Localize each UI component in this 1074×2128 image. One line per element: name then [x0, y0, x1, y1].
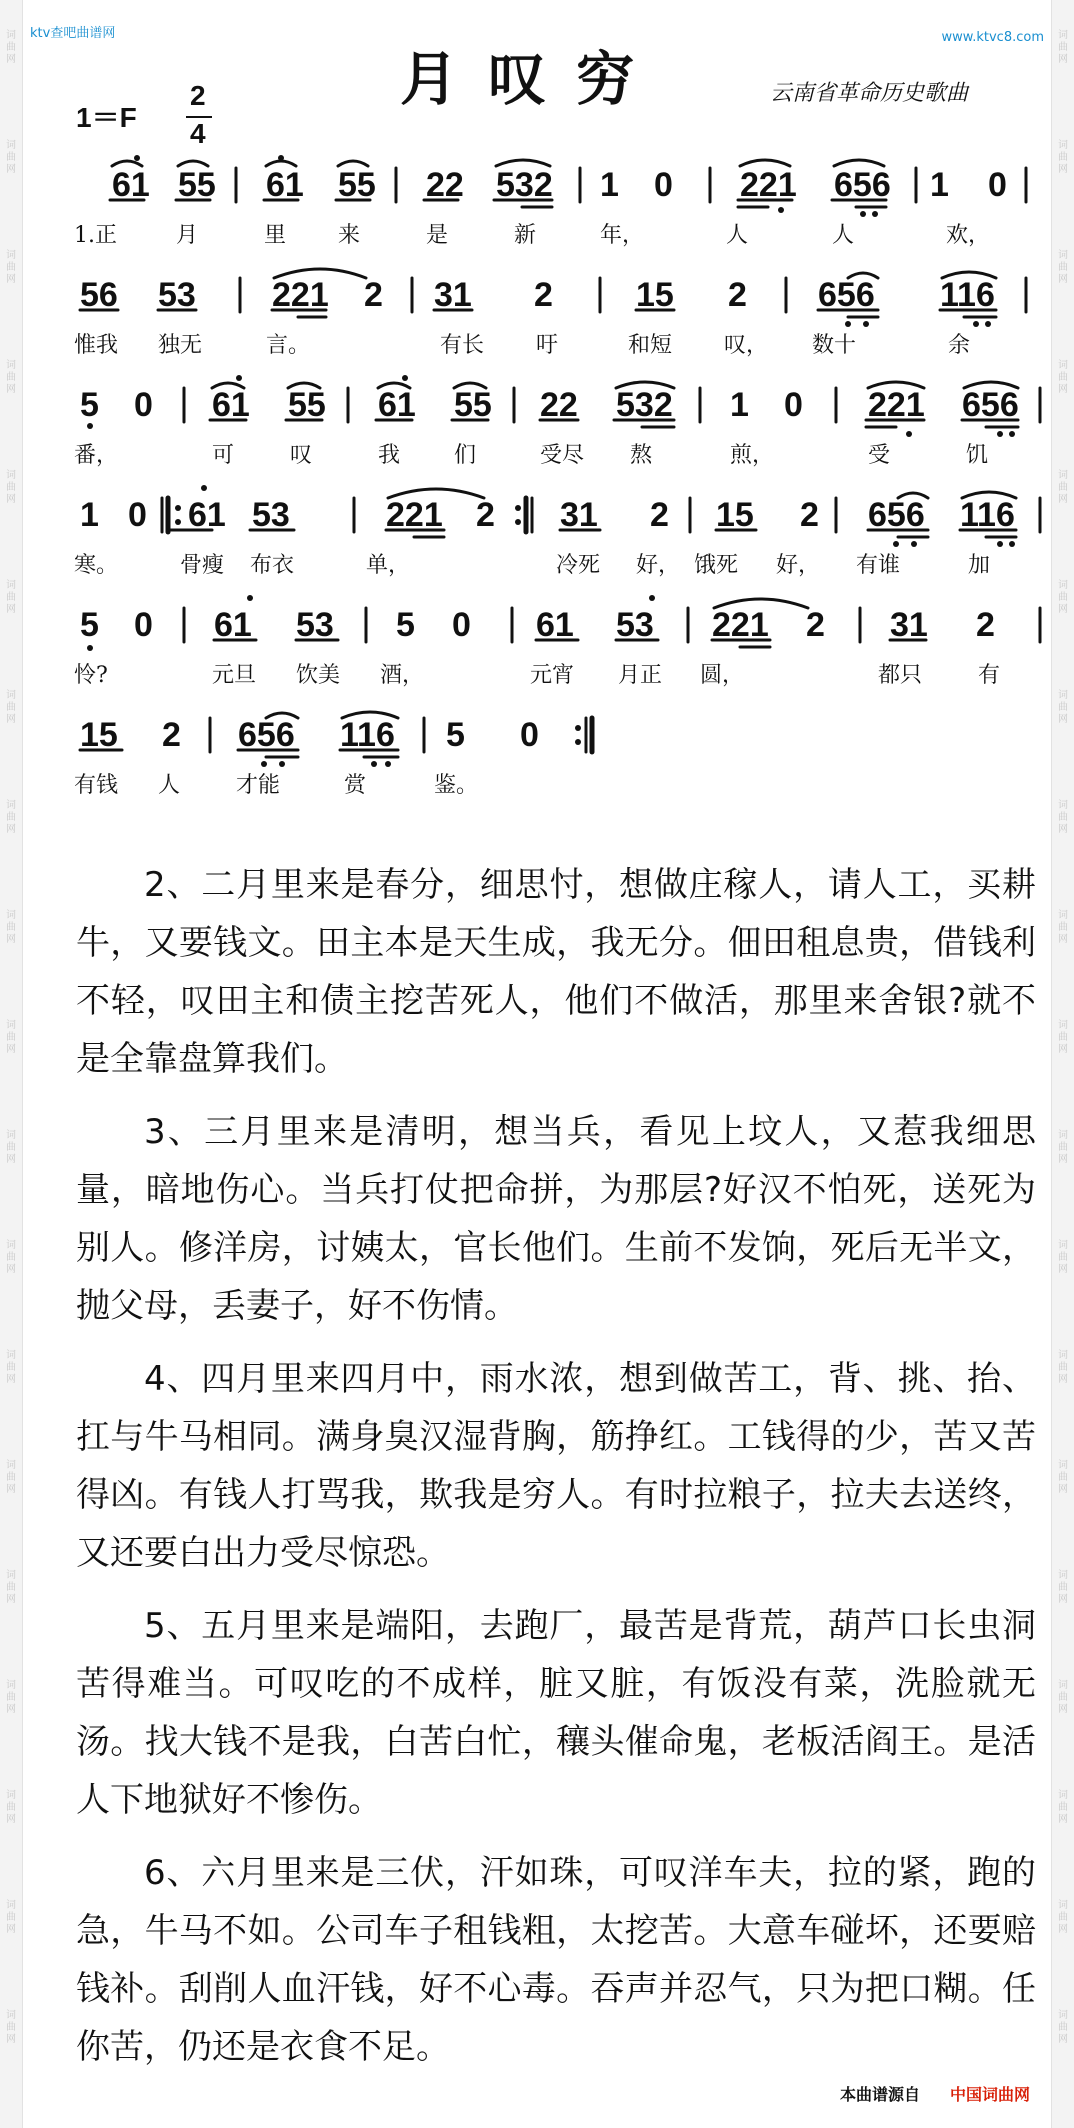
svg-text:61: 61 — [378, 386, 416, 424]
svg-text:31: 31 — [890, 606, 928, 644]
svg-text:55: 55 — [454, 386, 492, 424]
side-watermark-text: 词 曲 网 — [6, 1570, 16, 1605]
svg-text:2: 2 — [364, 276, 383, 314]
side-watermark-text: 词 曲 网 — [6, 1790, 16, 1825]
svg-text:61: 61 — [112, 166, 150, 204]
svg-text:31: 31 — [434, 276, 472, 314]
side-watermark-text: 词 曲 网 — [6, 1240, 16, 1275]
svg-text:2: 2 — [800, 496, 819, 534]
svg-text:55: 55 — [288, 386, 326, 424]
time-signature-bottom: 4 — [190, 118, 206, 149]
lyric-syllable: 和短 — [628, 333, 673, 358]
verse-4: 4、四月里来四月中，雨水浓，想到做苦工，背、挑、抬、扛与牛马相同。满身臭汉湿背胸，筋挣红。工钱得的少，苦又苦得凶。有钱人打骂我，欺我是穷人。有时拉粮子，拉夫去送终，又还要白出力受尽惊恐。 — [76, 1359, 1036, 1573]
footer-source: 本曲谱源自 — [840, 2085, 921, 2104]
svg-text:2: 2 — [162, 716, 181, 754]
side-watermark-text: 词 曲 网 — [1058, 1680, 1068, 1715]
side-watermark-text: 词 曲 网 — [6, 1900, 16, 1935]
side-watermark-text: 词 曲 网 — [6, 30, 16, 65]
svg-text:53: 53 — [296, 606, 334, 644]
lyric-syllable: 言。 — [266, 333, 311, 358]
lyric-syllable: 里 — [264, 223, 287, 248]
svg-text:53: 53 — [252, 496, 290, 534]
svg-text:116: 116 — [340, 716, 395, 754]
svg-text:0: 0 — [784, 386, 803, 424]
footer-brand-link[interactable]: 中国词曲网 — [950, 2085, 1031, 2104]
lyric-syllable: 我 — [378, 443, 401, 468]
side-watermark-text: 词 曲 网 — [1058, 470, 1068, 505]
svg-text:22: 22 — [426, 166, 464, 204]
lyric-syllable: 人 — [726, 223, 749, 248]
svg-text:56: 56 — [80, 276, 118, 314]
lyric-syllable: 才能 — [236, 773, 281, 798]
side-watermark-text: 词 曲 网 — [1058, 1900, 1068, 1935]
verse-3: 3、三月里来是清明，想当兵，看见上坟人，又惹我细思量，暗地伤心。当兵打仗把命拼，为那层?好汉不怕死，送死为别人。修洋房，讨姨太，官长他们。生前不发饷，死后无半文，抛父母，丢妻子，好不伤情。 — [76, 1112, 1036, 1326]
side-watermark-text: 词 曲 网 — [6, 910, 16, 945]
svg-text:0: 0 — [134, 606, 153, 644]
lyric-syllable: 单， — [366, 553, 411, 578]
svg-text:656: 656 — [818, 276, 875, 314]
svg-text:656: 656 — [834, 166, 891, 204]
svg-text:61: 61 — [536, 606, 574, 644]
side-watermark-text: 词 曲 网 — [6, 1350, 16, 1385]
svg-text:221: 221 — [712, 606, 769, 644]
site-url-right[interactable]: www.ktvc8.com — [941, 30, 1044, 45]
lyric-syllable: 怜? — [74, 663, 108, 688]
lyric-syllable: 吁 — [536, 333, 559, 358]
side-watermark-text: 词 曲 网 — [1058, 2010, 1068, 2045]
song-subtitle: 云南省革命历史歌曲 — [770, 81, 969, 106]
lyric-syllable: 饥 — [966, 443, 989, 468]
svg-text:656: 656 — [962, 386, 1019, 424]
side-watermark-text: 词 曲 网 — [1058, 690, 1068, 725]
side-watermark-text: 词 曲 网 — [6, 140, 16, 175]
lyric-syllable: 骨瘦 — [180, 553, 225, 578]
lyric-syllable: 煎， — [730, 443, 775, 468]
svg-text:2: 2 — [806, 606, 825, 644]
lyric-syllable: 布衣 — [250, 553, 295, 578]
side-watermark-text: 词 曲 网 — [6, 1130, 16, 1165]
lyric-syllable: 冷死 — [556, 553, 601, 578]
side-watermark-text: 词 曲 网 — [1058, 1350, 1068, 1385]
svg-text:53: 53 — [616, 606, 654, 644]
lyric-syllable: 人 — [832, 223, 855, 248]
lyric-syllable: 受尽 — [540, 443, 585, 468]
svg-text:5: 5 — [80, 386, 99, 424]
svg-text:116: 116 — [960, 496, 1015, 534]
svg-text:61: 61 — [212, 386, 250, 424]
svg-text:2: 2 — [534, 276, 553, 314]
lyric-syllable: 鉴。 — [434, 773, 479, 798]
side-watermark-text: 词 曲 网 — [6, 250, 16, 285]
svg-text:656: 656 — [868, 496, 925, 534]
svg-text:55: 55 — [338, 166, 376, 204]
side-watermark-text: 词 曲 网 — [6, 690, 16, 725]
svg-text:532: 532 — [496, 166, 553, 204]
side-watermark-text: 词 曲 网 — [6, 2010, 16, 2045]
lyric-syllable: 熬 — [630, 443, 653, 468]
side-watermark-text: 词 曲 网 — [1058, 140, 1068, 175]
svg-text:15: 15 — [716, 496, 754, 534]
lyric-syllable: 独无 — [158, 333, 203, 358]
svg-text:0: 0 — [654, 166, 673, 204]
lyric-syllable: 有钱 — [74, 773, 119, 798]
lyric-syllable: 年， — [600, 223, 645, 248]
svg-text:15: 15 — [636, 276, 674, 314]
time-signature-top: 2 — [190, 80, 206, 111]
side-watermark-text: 词 曲 网 — [1058, 910, 1068, 945]
side-watermark-text: 词 曲 网 — [1058, 30, 1068, 65]
svg-text:0: 0 — [988, 166, 1007, 204]
svg-text:0: 0 — [520, 716, 539, 754]
side-watermark-text: 词 曲 网 — [1058, 360, 1068, 395]
key-signature: 1＝F — [76, 102, 137, 133]
side-watermark-text: 词 曲 网 — [1058, 1460, 1068, 1495]
svg-text:221: 221 — [386, 496, 443, 534]
lyric-syllable: 酒， — [380, 663, 425, 688]
lyric-syllable: 寒。 — [74, 553, 119, 578]
svg-text:221: 221 — [272, 276, 329, 314]
svg-text:0: 0 — [134, 386, 153, 424]
lyric-syllable: 饿死 — [694, 553, 739, 578]
svg-text:116: 116 — [940, 276, 995, 314]
lyric-syllable: 欢， — [946, 223, 991, 248]
lyric-syllable: 受 — [868, 443, 891, 468]
side-watermark-text: 词 曲 网 — [1058, 1240, 1068, 1275]
side-watermark-text: 词 曲 网 — [6, 580, 16, 615]
lyric-syllable: 元旦 — [212, 663, 257, 688]
svg-text:5: 5 — [446, 716, 465, 754]
lyric-syllable: 新 — [514, 223, 537, 248]
svg-text:2: 2 — [650, 496, 669, 534]
lyric-syllable: 可 — [212, 443, 235, 468]
svg-text:5: 5 — [80, 606, 99, 644]
lyric-syllable: 饮美 — [296, 663, 341, 688]
lyric-syllable: 有谁 — [856, 553, 901, 578]
lyric-syllable: 惟我 — [74, 333, 119, 358]
lyric-syllable: 番， — [74, 443, 119, 468]
side-watermark-text: 词 曲 网 — [1058, 1790, 1068, 1825]
svg-text:61: 61 — [266, 166, 304, 204]
lyric-syllable: 余 — [948, 333, 971, 358]
side-watermark-text: 词 曲 网 — [6, 1020, 16, 1055]
verses-block — [76, 856, 1036, 2091]
lyric-syllable: 赏 — [344, 773, 367, 798]
lyric-syllable: 是 — [426, 223, 449, 248]
svg-text:55: 55 — [178, 166, 216, 204]
side-watermark-text: 词 曲 网 — [1058, 580, 1068, 615]
svg-text:31: 31 — [560, 496, 598, 534]
svg-text:53: 53 — [158, 276, 196, 314]
side-watermark-text: 词 曲 网 — [6, 360, 16, 395]
lyric-syllable: 叹 — [290, 443, 313, 468]
svg-text:15: 15 — [80, 716, 118, 754]
song-title: 月叹穷 — [400, 45, 665, 113]
side-watermark-text: 词 曲 网 — [6, 800, 16, 835]
lyric-syllable: 都只 — [878, 663, 923, 688]
svg-text:61: 61 — [188, 496, 226, 534]
lyric-syllable: 叹， — [724, 333, 769, 358]
svg-text:22: 22 — [540, 386, 578, 424]
lyric-syllable: 圆， — [700, 663, 745, 688]
lyric-syllable: 好， — [776, 553, 821, 578]
lyric-syllable: 好， — [636, 553, 681, 578]
verse-2: 2、二月里来是春分，细思忖，想做庄稼人，请人工，买耕牛，又要钱文。田主本是天生成，我无分。佃田租息贵，借钱利不轻，叹田主和债主挖苦死人，他们不做活，那里来舍银?就不是全靠盘算我们。 — [76, 865, 1036, 1079]
svg-text:1: 1 — [730, 386, 749, 424]
svg-text:61: 61 — [214, 606, 252, 644]
svg-text:1: 1 — [930, 166, 949, 204]
lyric-syllable: 1.正 — [74, 223, 117, 248]
svg-text:0: 0 — [128, 496, 147, 534]
side-watermark-text: 词 曲 网 — [6, 470, 16, 505]
lyric-syllable: 月 — [176, 223, 199, 248]
svg-text:0: 0 — [452, 606, 471, 644]
side-watermark-text: 词 曲 网 — [1058, 1020, 1068, 1055]
side-watermark-text: 词 曲 网 — [1058, 1570, 1068, 1605]
lyric-syllable: 有 — [978, 663, 1001, 688]
svg-text:2: 2 — [976, 606, 995, 644]
side-watermark-text: 词 曲 网 — [1058, 1130, 1068, 1165]
svg-text:221: 221 — [740, 166, 797, 204]
side-watermark-text: 词 曲 网 — [6, 1680, 16, 1715]
svg-text:221: 221 — [868, 386, 925, 424]
svg-text:5: 5 — [396, 606, 415, 644]
svg-text:656: 656 — [238, 716, 295, 754]
lyric-syllable: 数十 — [812, 333, 857, 358]
svg-text:1: 1 — [80, 496, 99, 534]
verse-5: 5、五月里来是端阳，去跑厂，最苦是背荒，葫芦口长虫洞苦得难当。可叹吃的不成样，脏又脏，有饭没有菜，洗脸就无汤。找大钱不是我，白苦白忙，穰头催命鬼，老板活阎王。是活人下地狱好不惨伤。 — [76, 1606, 1036, 1820]
lyric-syllable: 来 — [338, 223, 361, 248]
svg-text:532: 532 — [616, 386, 673, 424]
verse-6: 6、六月里来是三伏，汗如珠，可叹洋车夫，拉的紧，跑的急，牛马不如。公司车子租钱粗，太挖苦。大意车碰坏，还要赔钱补。刮削人血汗钱，好不心毒。吞声并忍气，只为把口糊。任你苦，仍还是衣食不足。 — [76, 1853, 1036, 2067]
svg-text:2: 2 — [476, 496, 495, 534]
lyric-syllable: 们 — [454, 443, 477, 468]
lyric-syllable: 人 — [158, 773, 181, 798]
lyric-syllable: 加 — [968, 553, 991, 578]
lyric-syllable: 元宵 — [530, 663, 575, 688]
side-watermark-text: 词 曲 网 — [1058, 250, 1068, 285]
side-watermark-text: 词 曲 网 — [6, 1460, 16, 1495]
site-name-left[interactable]: ktv查吧曲谱网 — [30, 26, 116, 41]
svg-text:1: 1 — [600, 166, 619, 204]
lyric-syllable: 有长 — [440, 333, 485, 358]
svg-text:2: 2 — [728, 276, 747, 314]
side-watermark-text: 词 曲 网 — [1058, 800, 1068, 835]
lyric-syllable: 月正 — [618, 663, 663, 688]
